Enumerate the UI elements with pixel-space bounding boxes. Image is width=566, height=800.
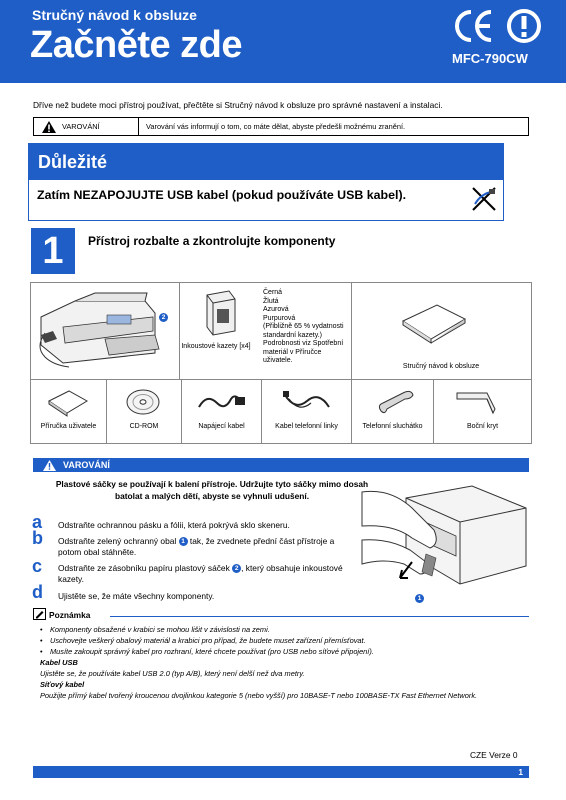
usb-cable-text: Ujistěte se, že používáte kabel USB 2.0 (typ A/B), který není delší než dva metry.	[40, 669, 305, 678]
alert-circle-icon	[506, 8, 542, 44]
warning-legend-label-cell	[34, 118, 139, 135]
illustration-badge: 1	[415, 590, 424, 608]
grid-divider	[433, 379, 434, 443]
no-usb-cable-icon	[469, 184, 499, 214]
version-label: CZE Verze 0	[470, 750, 518, 760]
badge-2: 2	[232, 564, 241, 573]
warning-bar	[33, 458, 529, 472]
power-cord-label: Napájecí kabel	[198, 423, 245, 430]
phone-line-cable-label: Kabel telefonní linky	[275, 423, 338, 430]
step-number-badge: 1	[31, 228, 75, 274]
step-letter-d: d	[32, 582, 43, 602]
ink-info-cell	[263, 289, 351, 366]
step-letter-b: b	[32, 528, 43, 548]
warning-triangle-icon	[42, 121, 56, 133]
power-cord-icon	[195, 387, 247, 417]
step-text-b-post: tak, že zvednete přední část přístroje a potom obal stáhněte.	[58, 536, 335, 557]
note-pencil-icon	[33, 608, 46, 620]
grid-divider	[106, 379, 107, 443]
side-cover-label: Boční kryt	[466, 423, 499, 430]
phone-line-cable-icon	[281, 387, 333, 417]
step-title: Přístroj rozbalte a zkontrolujte komponenty	[88, 234, 336, 248]
header-banner	[0, 0, 566, 83]
ink-color-cyan: Azurová	[263, 306, 289, 313]
intro-text: Dříve než budete moci přístroj používat, přečtěte si Stručný návod k obsluze pro správné nastavení a instalaci.	[33, 100, 443, 110]
grid-divider	[351, 379, 352, 443]
user-manual-icon	[47, 387, 89, 417]
quick-guide-label: Stručný návod k obsluze	[402, 363, 480, 370]
page-number: 1	[518, 767, 523, 777]
warning-bar-label: VAROVÁNÍ	[63, 460, 110, 470]
warning-legend-label: VAROVÁNÍ	[62, 122, 100, 131]
page-title: Začněte zde	[30, 24, 243, 66]
handset-icon	[375, 387, 415, 417]
ink-note: (Přibližně 65 % vydatnosti standardní kazety.) Podrobnosti viz Spotřební materiál v Příručce uživatele.	[263, 323, 344, 364]
usb-cable-title: Kabel USB	[40, 658, 78, 667]
note-divider	[110, 616, 529, 617]
printer-badge: 2	[159, 309, 168, 327]
note-bullet: • Komponenty obsažené v krabici se mohou lišit v závislosti na zemi.	[40, 624, 529, 635]
important-box	[28, 143, 504, 221]
components-grid	[30, 282, 532, 444]
badge-1: 1	[179, 537, 188, 546]
step-letter-a: a	[32, 512, 43, 532]
step-letter-c: c	[32, 556, 43, 576]
step-text-b	[58, 536, 348, 558]
step-text-d: Ujistěte se, že máte všechny komponenty.	[58, 591, 215, 601]
grid-divider	[181, 379, 182, 443]
note-heading-label: Poznámka	[49, 610, 91, 620]
printer-illustration	[35, 287, 175, 375]
grid-divider	[351, 283, 352, 379]
warning-legend	[33, 117, 529, 136]
grid-divider	[179, 283, 180, 379]
note-bullet: • Musíte zakoupit správný kabel pro rozhraní, které chcete používat (pro USB nebo síťové připojení).	[40, 646, 529, 657]
important-title: Důležité	[38, 152, 108, 172]
footer-bar	[33, 766, 529, 778]
warning-legend-description: Varování vás informují o tom, co máte dělat, abyste předešli možnému zranění.	[146, 122, 406, 131]
step-text-a: Odstraňte ochrannou pásku a fólii, která pokrývá sklo skeneru.	[58, 520, 290, 530]
model-number: MFC-790CW	[452, 51, 528, 66]
note-bullet: • Uschovejte veškerý obalový materiál a krabici pro případ, že budete muset zařízení přemísťovat.	[40, 635, 529, 646]
network-cable-text: Použijte přímý kabel tvořený kroucenou dvojlinkou kategorie 5 (nebo vyšší) pro 10BASE-T nebo 100BASE-TX Fast Ethernet Network.	[40, 691, 478, 700]
warning-text: Plastové sáčky se používají k balení přístroje. Udržujte tyto sáčky mimo dosah batolat a malých dětí, abyste se vyhnuli udušení.	[55, 479, 369, 501]
ink-color-black: Černá	[263, 289, 283, 296]
handset-label: Telefonní sluchátko	[362, 423, 423, 430]
step-text-c-post: , který obsahuje inkoustové kazety.	[58, 563, 343, 584]
side-cover-icon	[453, 387, 499, 417]
removing-packaging-illustration	[360, 478, 530, 600]
user-manual-label: Příručka uživatele	[40, 423, 97, 430]
guide-subtitle: Stručný návod k obsluze	[32, 7, 197, 23]
ink-color-yellow: Žlutá	[263, 297, 279, 305]
cd-rom-icon	[125, 387, 161, 417]
ce-mark-icon	[454, 8, 494, 44]
cd-rom-label: CD-ROM	[129, 423, 159, 430]
warning-triangle-icon	[43, 460, 56, 471]
grid-divider	[261, 379, 262, 443]
network-cable-title: Síťový kabel	[40, 680, 85, 689]
ink-color-magenta: Purpurová	[263, 314, 296, 322]
ink-cartridge-icon	[199, 287, 243, 337]
step-text-c-pre: Odstraňte ze zásobníku papíru plastový sáček	[58, 563, 230, 573]
note-body	[40, 624, 529, 701]
step-text-c	[58, 563, 348, 585]
important-title-bar	[29, 144, 503, 180]
quick-guide-book-icon	[399, 299, 469, 345]
important-message: Zatím NEZAPOJUJTE USB kabel (pokud používáte USB kabel).	[37, 188, 407, 202]
step-text-b-pre: Odstraňte zelený ochranný obal	[58, 536, 177, 546]
ink-cartridges-label: Inkoustové kazety [x4]	[181, 343, 251, 350]
